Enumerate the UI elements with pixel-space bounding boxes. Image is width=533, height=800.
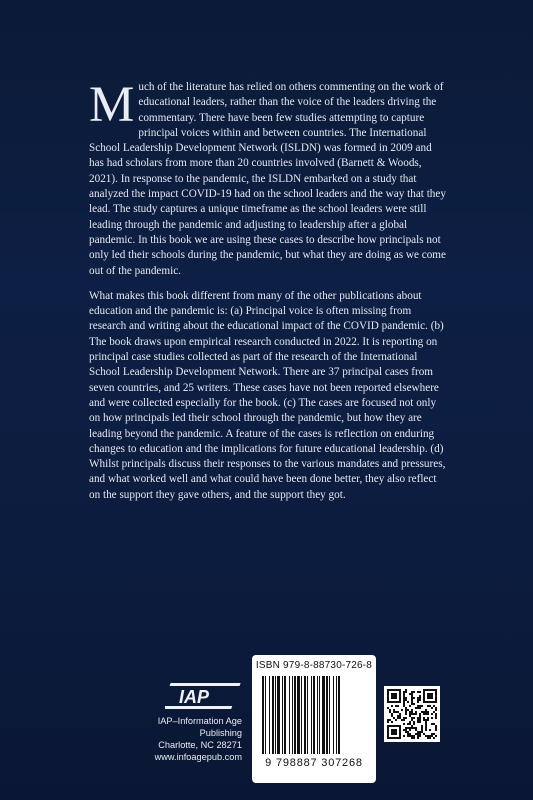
iap-logo-icon [165, 682, 245, 715]
publisher-website[interactable]: www.infoagepub.com [154, 752, 242, 762]
logo-text: IAP [179, 687, 210, 707]
paragraph-1 [89, 77, 449, 279]
publisher-city: Charlotte, NC 28271 [158, 740, 242, 750]
back-cover-text [89, 77, 449, 513]
drop-cap: M [89, 77, 135, 133]
paragraph-2: What makes this book different from many of the other publications about education and the pandemic is: (a) Principal voice is often missing from research and writing about the educational impact of the COVID pandemic. (b) The book draws upon empirical research conducted in 2022. It is reporting on principal case studies collected as part of the research of the International School Leadership Development Network. There are 37 principal cases from seven countries, and 25 writers. These cases have not been reported elsewhere and were collected especially for the book. (c) The cases are focused not only on how principals led their school through the pandemic, but how they are leading beyond the pandemic. A feature of the cases is reflection on enduring changes to education and the implications for future educational leadership. (d) Whilst principals discuss their responses to the various mandates and pressures, and what worked well and what could have been done better, they also reflect on the support they gave others, and the support they got. [89, 289, 446, 501]
paragraph-1-text: uch of the literature has relied on others commenting on the work of educational leaders, rather than the voice of the leaders driving the commentary. There have been few studies attempting to capture principal voices within and between countries. The International School Leadership Development Network (ISLDN) was formed in 2009 and has had scholars from more than 20 countries involved (Barnett & Woods, 2021). In response to the pandemic, the ISLDN embarked on a study that analyzed the impact COVID-19 had on the school leaders and the way that they lead. The study captures a unique timeframe as the school leaders were still leading through the pandemic and adjusting to leadership after a global pandemic. In this book we are using these cases to describe how principals not only led their schools during the pandemic, but what they are doing as we come out of the pandemic. [89, 81, 446, 277]
qr-code-icon[interactable] [384, 686, 440, 742]
barcode-digits: 9 798887 307268 [265, 757, 363, 769]
barcode-icon [258, 674, 370, 758]
publisher-name: IAP–Information Age Publishing [157, 716, 242, 738]
publisher-info [120, 715, 242, 763]
isbn-label: ISBN 979-8-88730-726-8 [255, 660, 373, 671]
